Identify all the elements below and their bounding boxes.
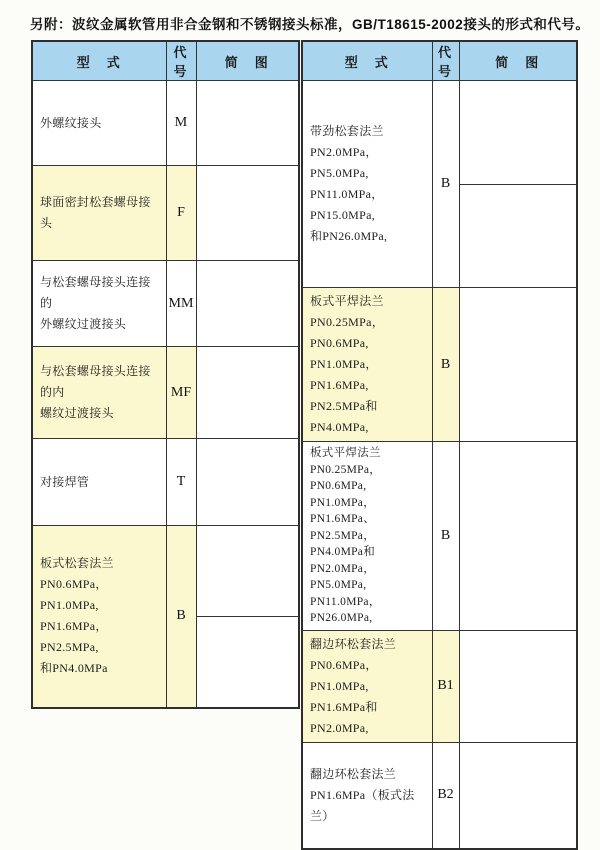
plate-weld-flange-b-icon bbox=[460, 534, 577, 538]
fitting-type-line: PN0.25MPa，PN0.6MPa, bbox=[310, 463, 382, 492]
spherical-swivel-nut-fitting-icon bbox=[197, 211, 299, 215]
fitting-type-line: PN0.6MPa，PN1.0MPa, bbox=[40, 577, 108, 613]
fitting-diagram-cell bbox=[196, 261, 299, 347]
left-table-body bbox=[32, 81, 299, 708]
fitting-type-cell bbox=[32, 526, 166, 708]
fitting-type-line: 对接焊管 bbox=[40, 474, 90, 489]
diagram-stack bbox=[460, 684, 577, 688]
fitting-diagram-cell bbox=[459, 442, 577, 631]
neck-loose-flange-b-icon bbox=[460, 184, 577, 189]
diagram-stack bbox=[460, 793, 577, 797]
fitting-diagram-cell bbox=[459, 630, 577, 742]
fitting-type-line: PN1.6MPa（板式法兰） bbox=[310, 787, 415, 823]
diagram-stack bbox=[197, 211, 299, 215]
fitting-type-cell bbox=[32, 81, 166, 166]
lap-ring-loose-flange-icon bbox=[460, 684, 577, 688]
fitting-type-cell bbox=[32, 166, 166, 261]
fitting-type-cell bbox=[32, 439, 166, 526]
fitting-code-cell: B2 bbox=[432, 742, 459, 849]
diagram-stack bbox=[197, 391, 299, 395]
butt-weld-pipe-icon bbox=[197, 480, 299, 484]
fitting-type-line: 带劲松套法兰 bbox=[310, 124, 384, 138]
plate-loose-flange-b-icon bbox=[197, 616, 299, 621]
fitting-diagram-cell bbox=[459, 288, 577, 442]
fitting-type-line: 外螺纹过渡接头 bbox=[40, 317, 127, 331]
fitting-type-line: 和PN4.0MPa bbox=[40, 661, 108, 676]
fitting-type-line: PN1.6MPa，PN2.5MPa, bbox=[40, 619, 108, 655]
fitting-type-cell bbox=[32, 261, 166, 347]
fitting-row bbox=[32, 347, 299, 439]
fitting-code-cell: B1 bbox=[432, 630, 459, 742]
fitting-type-cell bbox=[302, 288, 432, 442]
header-cell-diagram: 简 图 bbox=[196, 41, 299, 81]
header-cell-type: 型 式 bbox=[32, 41, 166, 81]
fitting-type-line: PN1.0MPa，PN1.6MPa、 bbox=[310, 496, 376, 525]
diagram-stack bbox=[197, 480, 299, 484]
fitting-row bbox=[302, 742, 577, 849]
fitting-row bbox=[302, 288, 577, 442]
fitting-type-line: 翻边环松套法兰 bbox=[310, 636, 397, 651]
fitting-type-line: PN2.0MPa，PN5.0MPa, bbox=[310, 562, 376, 591]
fitting-code-cell: M bbox=[166, 81, 196, 166]
fitting-type-cell bbox=[32, 347, 166, 439]
table-header-row bbox=[302, 41, 577, 81]
header-cell-code: 代号 bbox=[432, 41, 459, 81]
header-cell-code: 代号 bbox=[166, 41, 196, 81]
fitting-type-cell bbox=[302, 630, 432, 742]
diagram-stack bbox=[197, 612, 299, 621]
fitting-type-line: PN1.6MPa和PN2.0MPa, bbox=[310, 699, 378, 735]
fitting-type-line: 和PN26.0MPa, bbox=[310, 229, 388, 243]
header-cell-type: 型 式 bbox=[302, 41, 432, 81]
female-transition-nipple-icon bbox=[197, 391, 299, 395]
fitting-type-line: PN0.25MPa，PN0.6MPa, bbox=[310, 315, 385, 350]
fitting-diagram-cell bbox=[196, 526, 299, 708]
fitting-row bbox=[32, 439, 299, 526]
right-table-body bbox=[302, 81, 577, 850]
fitting-code-cell: T bbox=[166, 439, 196, 526]
plate-weld-flange-a-icon bbox=[460, 363, 577, 367]
fitting-diagram-cell bbox=[459, 742, 577, 849]
fitting-type-line: 外螺纹接头 bbox=[40, 115, 102, 130]
fitting-row bbox=[32, 81, 299, 166]
fitting-code-cell: B bbox=[166, 526, 196, 708]
diagram-stack bbox=[460, 180, 577, 189]
fitting-type-line: 螺纹过渡接头 bbox=[40, 406, 114, 420]
header-cell-diagram: 简 图 bbox=[459, 41, 577, 81]
fitting-diagram-cell bbox=[196, 347, 299, 439]
diagram-stack bbox=[197, 121, 299, 125]
fitting-type-line: PN2.0MPa，PN5.0MPa, bbox=[310, 145, 378, 180]
male-transition-nipple-icon bbox=[197, 302, 299, 306]
diagram-stack bbox=[460, 534, 577, 538]
fitting-row bbox=[302, 630, 577, 742]
fitting-code-cell: B bbox=[432, 81, 459, 288]
fitting-type-line: PN2.5MPa和PN4.0MPa, bbox=[310, 399, 378, 434]
fitting-code-cell: F bbox=[166, 166, 196, 261]
table-header-row bbox=[32, 41, 299, 81]
fitting-code-cell: MM bbox=[166, 261, 196, 347]
fitting-diagram-cell bbox=[196, 81, 299, 166]
male-thread-fitting-icon bbox=[197, 121, 299, 125]
fitting-type-line: PN2.5MPa，PN4.0MPa和 bbox=[310, 529, 376, 558]
fitting-type-cell bbox=[302, 742, 432, 849]
fitting-type-cell bbox=[302, 81, 432, 288]
page-title: 另附：波纹金属软管用非合金钢和不锈钢接头标准，GB/T18615-2002接头的形式和代号。 bbox=[30, 17, 590, 32]
diagram-stack bbox=[460, 363, 577, 367]
fitting-type-line: 板式平焊法兰 bbox=[310, 294, 384, 308]
fitting-code-cell: MF bbox=[166, 347, 196, 439]
fitting-diagram-cell bbox=[459, 81, 577, 288]
fitting-row bbox=[32, 261, 299, 347]
fitting-row bbox=[32, 166, 299, 261]
diagram-stack bbox=[197, 302, 299, 306]
fitting-type-line: PN1.0MPa，PN1.6MPa, bbox=[310, 357, 378, 392]
fitting-type-line: PN11.0MPa，PN26.0MPa, bbox=[310, 595, 381, 624]
fitting-type-cell bbox=[302, 442, 432, 631]
fitting-type-line: 与松套螺母接头连接的内 bbox=[40, 364, 151, 399]
fitting-type-line: 翻边环松套法兰 bbox=[310, 766, 397, 781]
lap-ring-plate-flange-icon bbox=[460, 793, 577, 797]
fitting-type-line: 板式松套法兰 bbox=[40, 556, 114, 571]
fitting-row bbox=[32, 526, 299, 708]
fitting-type-line: PN11.0MPa，PN15.0MPa, bbox=[310, 187, 384, 222]
fittings-table-right bbox=[301, 40, 578, 850]
fitting-type-line: 与松套螺母接头连接的 bbox=[40, 275, 151, 310]
fitting-code-cell: B bbox=[432, 288, 459, 442]
fitting-diagram-cell bbox=[196, 166, 299, 261]
fittings-table-left bbox=[31, 40, 300, 709]
fitting-diagram-cell bbox=[196, 439, 299, 526]
fitting-type-line: 球面密封松套螺母接头 bbox=[40, 195, 151, 230]
fitting-code-cell: B bbox=[432, 442, 459, 631]
fitting-type-line: PN0.6MPa，PN1.0MPa, bbox=[310, 657, 378, 693]
fitting-row bbox=[302, 81, 577, 288]
fitting-row bbox=[302, 442, 577, 631]
fitting-type-line: 板式平焊法兰 bbox=[310, 447, 381, 459]
